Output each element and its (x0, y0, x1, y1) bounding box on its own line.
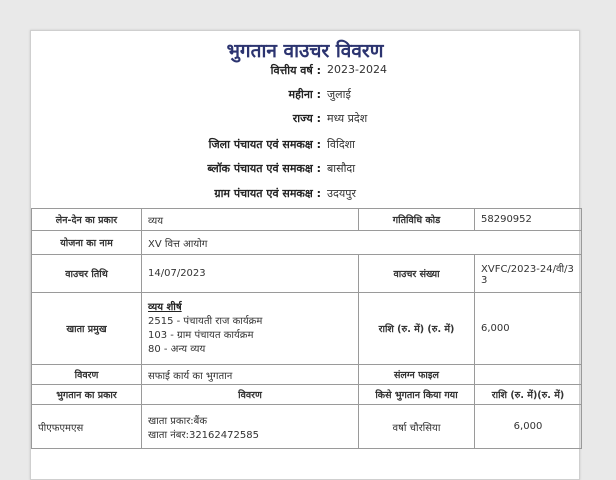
payment-type-value: पीएफएमएस (32, 405, 142, 449)
account-head-line: 80 - अन्य व्यय (148, 343, 206, 355)
activity-code-label: गतिविधि कोड (359, 209, 475, 231)
activity-code-value: 58290952 (475, 209, 582, 231)
month-value: जुलाई (327, 88, 351, 101)
attachment-label: संलग्न फाइल (359, 365, 475, 385)
paid-to-value: वर्षा चौरसिया (359, 405, 475, 449)
district-value: विदिशा (327, 138, 355, 151)
account-head-label: खाता प्रमुख (32, 293, 142, 365)
scheme-value: XV वित्त आयोग (142, 231, 582, 255)
village-value: उदयपुर (327, 187, 356, 200)
account-number: खाता नंबर:32162472585 (148, 429, 259, 441)
financial-year-value: 2023-2024 (327, 63, 387, 76)
voucher-table (31, 208, 582, 449)
payment-amount-header: राशि (रु. में)(रु. में) (475, 385, 582, 405)
district-row (31, 135, 579, 155)
financial-year-row (31, 61, 579, 81)
voucher-number-label: वाउचर संख्या (359, 255, 475, 293)
transaction-type-value: व्यय (142, 209, 359, 231)
table-row (32, 405, 582, 449)
table-row (32, 231, 582, 255)
paid-to-header: किसे भुगतान किया गया (359, 385, 475, 405)
account-head-line: 103 - ग्राम पंचायत कार्यक्रम (148, 329, 254, 341)
account-head-line: 2515 - पंचायती राज कार्यक्रम (148, 315, 263, 327)
account-head-cell (142, 293, 359, 365)
table-row (32, 385, 582, 405)
description-label: विवरण (32, 365, 142, 385)
table-row (32, 209, 582, 231)
payment-type-header: भुगतान का प्रकार (32, 385, 142, 405)
scheme-label: योजना का नाम (32, 231, 142, 255)
state-row (31, 109, 579, 129)
month-label: महीना : (288, 88, 321, 101)
block-row (31, 159, 579, 179)
state-value: मध्य प्रदेश (327, 112, 368, 125)
district-label: जिला पंचायत एवं समकक्ष : (208, 138, 321, 151)
table-row (32, 365, 582, 385)
voucher-number-value: XVFC/2023-24/वी/33 (475, 255, 582, 293)
payment-details-cell (142, 405, 359, 449)
financial-year-label: वित्तीय वर्ष : (270, 64, 321, 77)
table-row (32, 255, 582, 293)
amount-value: 6,000 (475, 293, 582, 365)
block-label: ब्लॉक पंचायत एवं समकक्ष : (207, 162, 321, 175)
account-head-title: व्यय शीर्ष (148, 301, 182, 313)
state-label: राज्य : (292, 112, 321, 125)
block-value: बासौदा (327, 162, 356, 175)
details-header: विवरण (142, 385, 359, 405)
voucher-date-label: वाउचर तिथि (32, 255, 142, 293)
amount-label: राशि (रु. में) (रु. में) (359, 293, 475, 365)
page-title: भुगतान वाउचर विवरण (226, 40, 384, 62)
attachment-value[interactable] (475, 365, 582, 385)
village-label: ग्राम पंचायत एवं समकक्ष : (214, 187, 321, 200)
table-row (32, 293, 582, 365)
voucher-date-value: 14/07/2023 (142, 255, 359, 293)
payment-amount-value: 6,000 (475, 405, 582, 449)
account-type: खाता प्रकार:बैंक (148, 415, 208, 427)
month-row (31, 85, 579, 105)
transaction-type-label: लेन-देन का प्रकार (32, 209, 142, 231)
voucher-document (30, 30, 580, 480)
village-row (31, 184, 579, 204)
description-value: सफाई कार्य का भुगतान (142, 365, 359, 385)
